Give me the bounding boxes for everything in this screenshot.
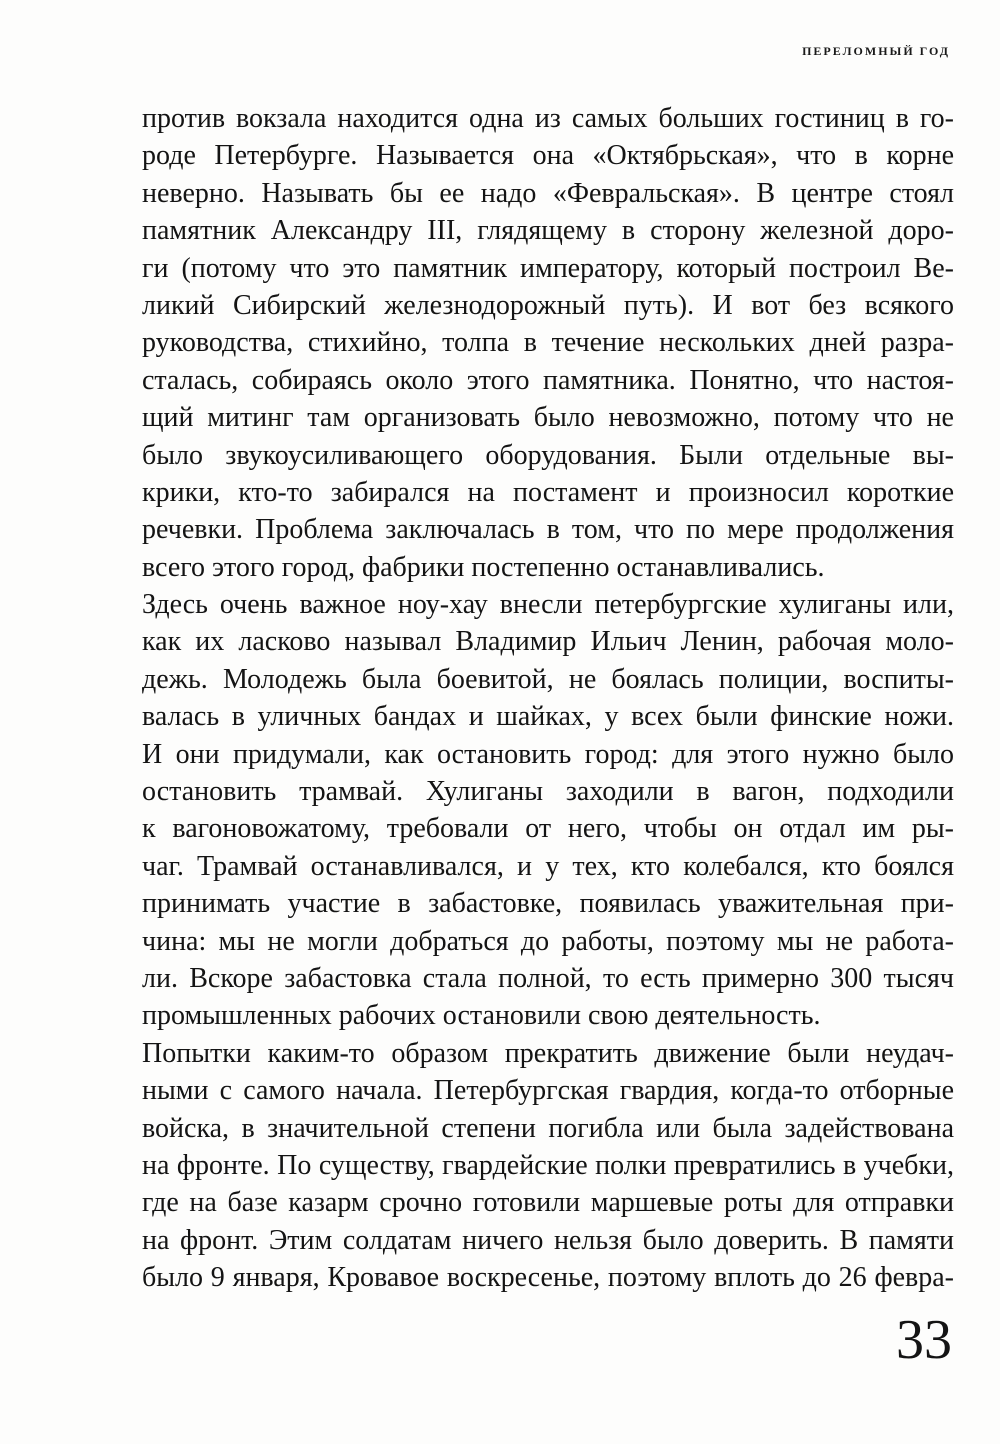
- text-line: ликий Сибирский железнодорожный путь). И вот без всякого: [142, 289, 954, 321]
- text-line: сталась, собираясь около этого памятника. Понятно, что настоя-: [142, 364, 954, 396]
- text-line: памятник Александру III, глядящему в сторону железной доро-: [142, 215, 954, 247]
- text-line: промышленных рабочих остановили свою деятельность.: [142, 1000, 821, 1032]
- text-line: крики, кто-то забирался на постамент и произносил короткие: [142, 476, 954, 508]
- page-number: 33: [896, 1309, 952, 1371]
- text-line: на фронте. По существу, гвардейские полки превратились в учебки,: [142, 1149, 954, 1181]
- text-line: Попытки каким-то образом прекратить движение были неудач-: [142, 1037, 954, 1069]
- text-line: щий митинг там организовать было невозможно, потому что не: [142, 402, 954, 434]
- text-line: на фронт. Этим солдатам ничего нельзя было доверить. В памяти: [142, 1224, 954, 1256]
- text-line: ги (потому что это памятник императору, который построил Ве-: [142, 252, 954, 284]
- text-line: неверно. Называть бы ее надо «Февральская». В центре стоял: [142, 177, 954, 209]
- text-line: руководства, стихийно, толпа в течение нескольких дней разра-: [142, 327, 954, 359]
- text-line: дежь. Молодежь была боевитой, не боялась полиции, воспиты-: [142, 663, 954, 695]
- text-line: чина: мы не могли добраться до работы, поэтому мы не работа-: [142, 925, 954, 957]
- text-line: против вокзала находится одна из самых больших гостиниц в го-: [142, 103, 954, 134]
- text-line: войска, в значительной степени погибла или была задействована: [142, 1112, 954, 1144]
- text-line: роде Петербурге. Называется она «Октябрьская», что в корне: [142, 140, 954, 172]
- text-line: где на базе казарм срочно готовили маршевые роты для отправки: [142, 1187, 954, 1219]
- text-line: чаг. Трамвай останавливался, и у тех, кто колебался, кто боялся: [142, 850, 954, 882]
- text-line: всего этого город, фабрики постепенно останавливались.: [142, 551, 825, 583]
- text-line: как их ласково называл Владимир Ильич Ленин, рабочая моло-: [142, 626, 954, 658]
- running-head: ПЕРЕЛОМНЫЙ ГОД: [802, 44, 950, 58]
- text-line: ли. Вскоре забастовка стала полной, то есть примерно 300 тысяч: [142, 962, 954, 994]
- text-line: принимать участие в забастовке, появилась уважительная при-: [142, 888, 954, 920]
- text-line: было звукоусиливающего оборудования. Были отдельные вы-: [142, 439, 954, 471]
- text-line: валась в уличных бандах и шайках, у всех были финские ножи.: [142, 701, 954, 733]
- text-line: ными с самого начала. Петербургская гвардия, когда-то отборные: [142, 1075, 954, 1107]
- text-line: Здесь очень важное ноу-хау внесли петербургские хулиганы или,: [142, 589, 954, 621]
- text-line: остановить трамвай. Хулиганы заходили в вагон, подходили: [142, 776, 954, 808]
- text-line: к вагоновожатому, требовали от него, чтобы он отдал им ры-: [142, 813, 954, 845]
- text-line: речевки. Проблема заключалась в том, что по мере продолжения: [142, 514, 954, 546]
- text-line: было 9 января, Кровавое воскресенье, поэтому вплоть до 26 февра-: [142, 1262, 954, 1294]
- body-text: [142, 100, 954, 1297]
- text-line: И они придумали, как остановить город: для этого нужно было: [142, 738, 954, 770]
